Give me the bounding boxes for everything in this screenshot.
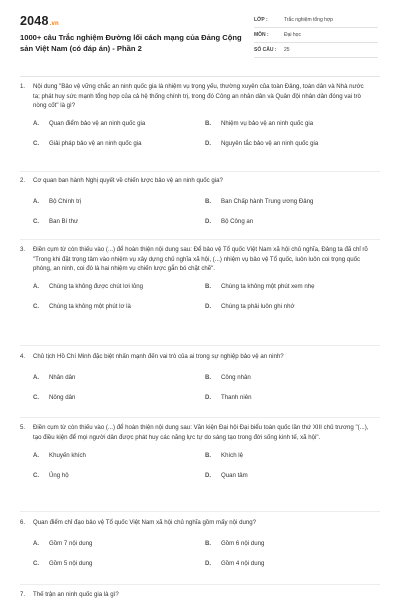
option-text: Ủng hộ bbox=[49, 472, 69, 480]
option-a[interactable] bbox=[33, 198, 205, 205]
option-d[interactable] bbox=[205, 560, 377, 567]
question-1 bbox=[20, 82, 380, 148]
option-text: Ban Bí thư bbox=[49, 217, 79, 225]
meta-row-count bbox=[254, 43, 378, 58]
option-letter: B. bbox=[205, 539, 212, 547]
document-header bbox=[0, 0, 400, 70]
question-3 bbox=[20, 245, 380, 311]
option-c[interactable] bbox=[33, 218, 205, 225]
question-number: 6. bbox=[20, 519, 26, 526]
option-a[interactable] bbox=[33, 283, 205, 290]
question-text: Điền cụm từ còn thiếu vào (...) để hoàn thiện nội dung sau: Để bảo vệ Tổ quốc Việt Nam xã hội chủ nghĩa, Đảng ta đã chỉ rõ "Trong khi đặt trọng tâm vào nhiệm vụ xây dựng chủ nghĩa xã hội, (...) nhiệm vụ bảo vệ Tổ quốc, luôn luôn coi trọng quốc phòng, an ninh, coi đó là hai nhiệm vụ chiến lược gắn bó chặt chẽ". bbox=[33, 246, 368, 273]
question-4 bbox=[20, 352, 380, 402]
meta-value: 25 bbox=[284, 47, 290, 53]
option-text: Khích lệ bbox=[221, 452, 244, 460]
logo-text: 2048 bbox=[20, 14, 49, 28]
site-logo[interactable] bbox=[20, 14, 59, 28]
question-text: Nội dung "Bảo vệ vững chắc an ninh quốc gia là nhiệm vụ trọng yếu, thường xuyên của toàn Đảng, toàn dân và Nhà nước ta; phát huy sức mạnh tổng hợp của cả hệ thống chính trị, trong đó Công an nhân dân và Quân đội nhân dân đóng vai trò nòng cốt" là gì? bbox=[33, 83, 364, 110]
option-letter: C. bbox=[33, 302, 40, 310]
document-title: 1000+ câu Trắc nghiệm Đường lối cách mạng của Đảng Cộng sản Việt Nam (có đáp án) - Phần 2 bbox=[20, 33, 242, 53]
option-text: Bộ Chính trị bbox=[49, 197, 82, 205]
meta-key: SỐ CÂU : bbox=[254, 47, 277, 53]
question-divider bbox=[20, 511, 380, 512]
question-number: 7. bbox=[20, 591, 26, 598]
question-text: Điền cụm từ còn thiếu vào (...) để hoàn thiện nội dung sau: Văn kiện Đại hội Đại biểu toàn quốc lần thứ XIII chủ trương "(...), tạo điều kiện để mọi người dân được phát huy các năng lực tự do sáng tạo trong đời sống kinh tế, xã hội". bbox=[33, 424, 369, 441]
option-text: Gồm 5 nội dung bbox=[49, 559, 93, 567]
option-letter: B. bbox=[205, 197, 212, 205]
question-5 bbox=[20, 423, 380, 480]
option-letter: C. bbox=[33, 139, 40, 147]
option-letter: B. bbox=[205, 282, 212, 290]
option-text: Quan điểm bảo vệ an ninh quốc gia bbox=[49, 119, 146, 127]
option-b[interactable] bbox=[205, 374, 377, 381]
option-c[interactable] bbox=[33, 560, 205, 567]
option-letter: C. bbox=[33, 472, 40, 480]
question-text: Thế trận an ninh quốc gia là gì? bbox=[33, 591, 119, 598]
option-a[interactable] bbox=[33, 452, 205, 459]
option-text: Công nhân bbox=[221, 373, 251, 381]
option-d[interactable] bbox=[205, 472, 377, 479]
option-text: Nguyên tắc bảo vệ an ninh quốc gia bbox=[221, 139, 319, 147]
option-letter: B. bbox=[205, 119, 212, 127]
option-a[interactable] bbox=[33, 374, 205, 381]
meta-value: Trắc nghiệm tổng hợp bbox=[284, 17, 333, 23]
meta-value: Đại học bbox=[284, 32, 301, 38]
option-text: Gồm 6 nội dung bbox=[221, 539, 265, 547]
option-text: Bộ Công an bbox=[221, 217, 254, 225]
question-text: Chủ tịch Hồ Chí Minh đặc biệt nhấn mạnh đến vai trò của ai trong sự nghiệp bảo vệ an ninh? bbox=[33, 353, 284, 360]
header-divider bbox=[20, 76, 380, 77]
option-letter: C. bbox=[33, 559, 40, 567]
option-d[interactable] bbox=[205, 394, 377, 401]
logo-tld: .vn bbox=[49, 21, 59, 27]
question-divider bbox=[20, 584, 380, 585]
meta-row-subject bbox=[254, 28, 378, 43]
option-letter: D. bbox=[205, 217, 212, 225]
option-b[interactable] bbox=[205, 452, 377, 459]
document-meta bbox=[254, 13, 378, 58]
question-divider bbox=[20, 417, 380, 418]
question-text: Cơ quan ban hành Nghị quyết về chiến lược bảo vệ an ninh quốc gia? bbox=[33, 177, 223, 184]
option-b[interactable] bbox=[205, 120, 377, 127]
option-text: Thanh niên bbox=[221, 393, 252, 401]
question-divider bbox=[20, 239, 380, 240]
option-letter: D. bbox=[205, 139, 212, 147]
option-c[interactable] bbox=[33, 394, 205, 401]
option-c[interactable] bbox=[33, 140, 205, 147]
option-text: Nhân dân bbox=[49, 373, 76, 381]
option-letter: C. bbox=[33, 217, 40, 225]
question-2 bbox=[20, 176, 380, 226]
option-text: Chúng ta không một phút xem nhẹ bbox=[221, 282, 315, 290]
meta-key: LỚP : bbox=[254, 17, 268, 23]
option-letter: A. bbox=[33, 452, 40, 460]
option-text: Khuyến khích bbox=[49, 452, 86, 460]
option-b[interactable] bbox=[205, 283, 377, 290]
question-text: Quan điểm chỉ đạo bảo vệ Tổ quốc Việt Nam xã hội chủ nghĩa gồm mấy nội dung? bbox=[33, 519, 257, 526]
option-a[interactable] bbox=[33, 120, 205, 127]
option-text: Giải pháp bảo vệ an ninh quốc gia bbox=[49, 139, 142, 147]
option-b[interactable] bbox=[205, 540, 377, 547]
option-letter: A. bbox=[33, 197, 40, 205]
option-letter: D. bbox=[205, 393, 212, 401]
option-c[interactable] bbox=[33, 472, 205, 479]
question-divider bbox=[20, 171, 380, 172]
option-letter: A. bbox=[33, 539, 40, 547]
option-text: Gồm 7 nội dung bbox=[49, 539, 93, 547]
option-b[interactable] bbox=[205, 198, 377, 205]
option-letter: B. bbox=[205, 452, 212, 460]
option-letter: D. bbox=[205, 472, 212, 480]
option-d[interactable] bbox=[205, 218, 377, 225]
question-number: 3. bbox=[20, 246, 26, 253]
question-number: 2. bbox=[20, 177, 26, 184]
question-number: 5. bbox=[20, 424, 26, 431]
question-7 bbox=[20, 590, 380, 600]
option-letter: B. bbox=[205, 373, 212, 381]
question-number: 4. bbox=[20, 353, 26, 360]
option-letter: C. bbox=[33, 393, 40, 401]
option-letter: D. bbox=[205, 302, 212, 310]
meta-row-class bbox=[254, 13, 378, 28]
meta-key: MÔN : bbox=[254, 32, 269, 38]
question-6 bbox=[20, 518, 380, 568]
option-text: Chúng ta không một phút lơ là bbox=[49, 302, 131, 310]
option-letter: A. bbox=[33, 373, 40, 381]
option-text: Ban Chấp hành Trung ương Đảng bbox=[221, 197, 314, 205]
question-number: 1. bbox=[20, 83, 26, 90]
question-divider bbox=[20, 345, 380, 346]
option-text: Nhiệm vụ bảo vệ an ninh quốc gia bbox=[221, 119, 314, 127]
option-d[interactable] bbox=[205, 303, 377, 310]
option-c[interactable] bbox=[33, 303, 205, 310]
option-letter: D. bbox=[205, 559, 212, 567]
option-d[interactable] bbox=[205, 140, 377, 147]
option-text: Nông dân bbox=[49, 393, 76, 401]
option-text: Chúng ta phải luôn ghi nhớ bbox=[221, 302, 295, 310]
option-text: Quan tâm bbox=[221, 472, 248, 480]
option-letter: A. bbox=[33, 119, 40, 127]
option-a[interactable] bbox=[33, 540, 205, 547]
option-letter: A. bbox=[33, 282, 40, 290]
option-text: Chúng ta không được chút lơi lỏng bbox=[49, 282, 144, 290]
option-text: Gồm 4 nội dung bbox=[221, 559, 265, 567]
